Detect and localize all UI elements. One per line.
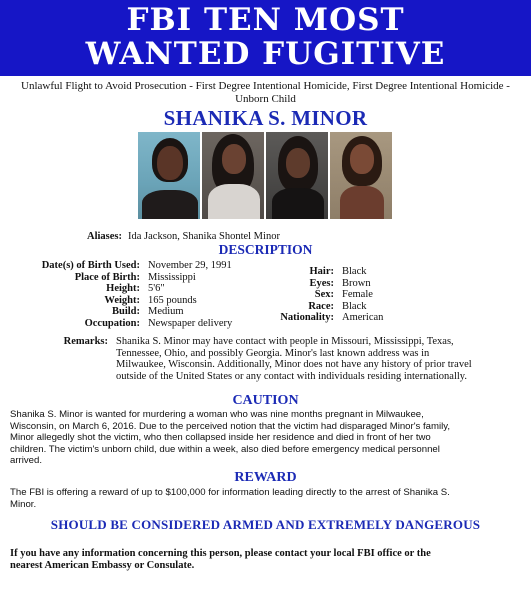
aliases-label: Aliases: <box>87 231 122 242</box>
remarks-line: Milwaukee, Wisconsin. Additionally, Minor does not have any history of prior travel <box>116 359 472 371</box>
caution-line: children. The victim's unborn child, due within a week, also died before emergency medical personnel <box>10 443 440 455</box>
eyes-value: Brown <box>342 277 371 289</box>
remarks-line: Shanika S. Minor may have contact with people in Missouri, Mississippi, Texas, <box>116 336 454 347</box>
banner-line-1: FBI TEN MOST <box>126 2 405 38</box>
caution-heading: CAUTION <box>232 393 299 408</box>
weight-label: Weight: <box>104 294 140 306</box>
aliases-value: Ida Jackson, Shanika Shontel Minor <box>128 231 280 242</box>
eyes-label: Eyes: <box>309 277 334 289</box>
armed-dangerous-warning: SHOULD BE CONSIDERED ARMED AND EXTREMELY DANGEROUS <box>50 517 481 532</box>
fugitive-photo-2 <box>202 132 264 219</box>
hair-label: Hair: <box>309 266 334 277</box>
contact-line: nearest American Embassy or Consulate. <box>10 560 195 571</box>
contact-instructions <box>10 548 522 572</box>
race-value: Black <box>342 300 367 312</box>
height-value: 5'6" <box>148 283 165 295</box>
fugitive-photo-3 <box>266 132 328 219</box>
poster-banner <box>0 0 531 76</box>
sex-label: Sex: <box>314 289 334 301</box>
reward-line: Minor. <box>10 498 37 510</box>
banner-line-2: WANTED FUGITIVE <box>85 36 446 72</box>
nationality-label: Nationality: <box>280 312 334 324</box>
birthplace-value: Mississippi <box>148 271 196 283</box>
nationality-value: American <box>342 312 384 324</box>
fugitive-photo-1 <box>138 132 200 219</box>
build-value: Medium <box>148 306 184 318</box>
weight-value: 165 pounds <box>148 294 197 306</box>
contact-line: If you have any information concerning this person, please contact your local FBI office or the <box>10 548 431 559</box>
remarks-label: Remarks: <box>63 336 108 347</box>
fugitive-name: SHANIKA S. MINOR <box>163 106 368 130</box>
birthplace-label: Place of Birth: <box>74 271 140 283</box>
remarks-text <box>116 336 524 382</box>
caution-line: Wisconsin, on March 6, 2016. Due to the perceived notion that the victim had disparaged Minor's family, <box>10 420 450 432</box>
reward-heading: REWARD <box>234 470 297 485</box>
race-label: Race: <box>308 300 334 312</box>
charge-text: Unlawful Flight to Avoid Prosecution - First Degree Intentional Homicide, First Degree Intentional Homicide - Unborn Child <box>21 80 510 105</box>
reward-text <box>10 487 522 510</box>
occupation-value: Newspaper delivery <box>148 318 233 329</box>
fugitive-photo-4 <box>330 132 392 219</box>
caution-text <box>10 409 522 467</box>
caution-line: arrived. <box>10 455 42 467</box>
sex-value: Female <box>342 289 373 301</box>
dob-value: November 29, 1991 <box>148 260 232 271</box>
remarks-line: outside of the United States or any contact with individuals residing internationally. <box>116 370 467 382</box>
hair-value: Black <box>342 266 367 277</box>
description-heading: DESCRIPTION <box>218 242 313 257</box>
remarks-line: Tennessee, Ohio, and possibly Georgia. Minor's last known address was in <box>116 347 430 359</box>
reward-line: The FBI is offering a reward of up to $100,000 for information leading directly to the arrest of Shanika S. <box>10 487 450 498</box>
caution-line: Shanika S. Minor is wanted for murdering a woman who was nine months pregnant in Milwaukee, <box>10 409 424 420</box>
height-label: Height: <box>106 283 140 295</box>
build-label: Build: <box>111 306 140 318</box>
occupation-label: Occupation: <box>84 318 140 329</box>
caution-line: Minor allegedly shot the victim, who then collapsed inside her residence and died in front of her two <box>10 432 431 444</box>
dob-label: Date(s) of Birth Used: <box>41 260 140 271</box>
